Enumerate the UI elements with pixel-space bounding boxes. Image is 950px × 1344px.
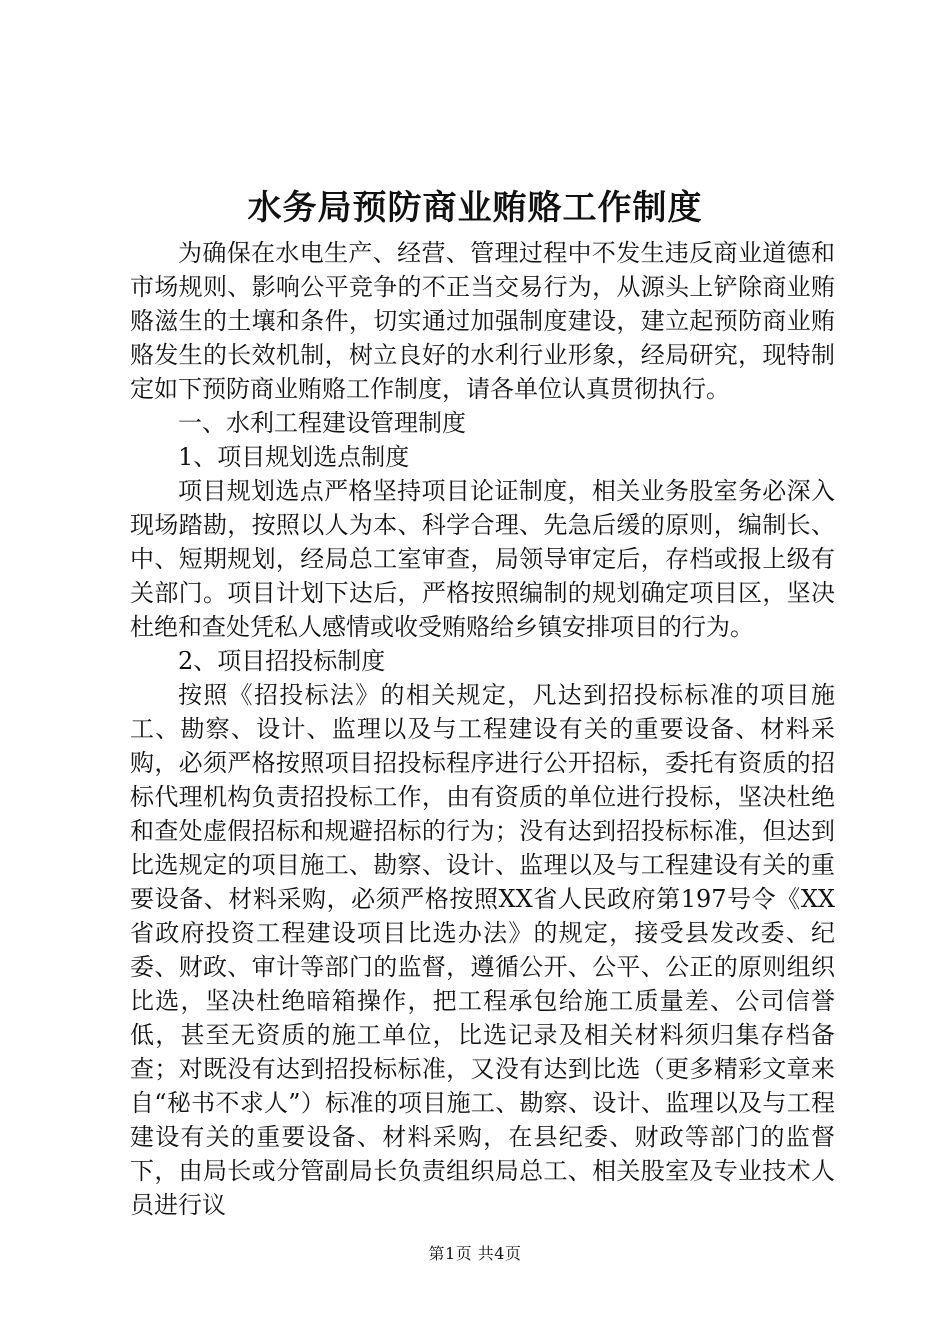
page-title: 水务局预防商业贿赂工作制度	[247, 188, 703, 228]
subsection-heading: 1、项目规划选点制度	[178, 443, 410, 471]
subsection-heading: 2、项目招投标制度	[178, 647, 386, 675]
body-paragraph: 按照《招投标法》的相关规定，凡达到招投标标准的项目施工、勘察、设计、监理以及与工程建设有关的重要设备、材料采购，必须严格按照项目招投标程序进行公开招标，委托有资质的招标代理机构负责招投标工作，由有资质的单位进行投标，坚决杜绝和查处虚假招标和规避招标的行为；没有达到招投标标准，但达到比选规定的项目施工、勘察、设计、监理以及与工程建设有关的重要设备、材料采购，必须严格按照XX省人民政府第197号令《XX省政府投资工程建设项目比选办法》的规定，接受县发改委、纪委、财政、审计等部门的监督，遵循公开、公平、公正的原则组织比选，坚决杜绝暗箱操作，把工程承包给施工质量差、公司信誉低，甚至无资质的施工单位，比选记录及相关材料须归集存档备查；对既没有达到招投标标准，又没有达到比选（更多精彩文章来自“秘书不求人”）标准的项目施工、勘察、设计、监理以及与工程建设有关的重要设备、材料采购，在县纪委、财政等部门的监督下，由局长或分管副局长负责组织局总工、相关股室及专业技术人员进行议	[130, 681, 835, 1219]
body-paragraph: 项目规划选点严格坚持项目论证制度，相关业务股室务必深入现场踏勘，按照以人为本、科学合理、先急后缓的原则，编制长、中、短期规划，经局总工室审查，局领导审定后，存档或报上级有关部门。项目计划下达后，严格按照编制的规划确定项目区，坚决杜绝和查处凭私人感情或收受贿赂给乡镇安排项目的行为。	[130, 477, 835, 641]
intro-paragraph: 为确保在水电生产、经营、管理过程中不发生违反商业道德和市场规则、影响公平竞争的不正当交易行为，从源头上铲除商业贿赂滋生的土壤和条件，切实通过加强制度建设，建立起预防商业贿赂发生的长效机制，树立良好的水利行业形象，经局研究，现特制定如下预防商业贿赂工作制度，请各单位认真贯彻执行。	[130, 239, 835, 403]
document-body	[130, 236, 835, 1222]
section-heading: 一、水利工程建设管理制度	[178, 409, 466, 437]
page-footer: 第1页 共4页	[428, 1244, 522, 1263]
